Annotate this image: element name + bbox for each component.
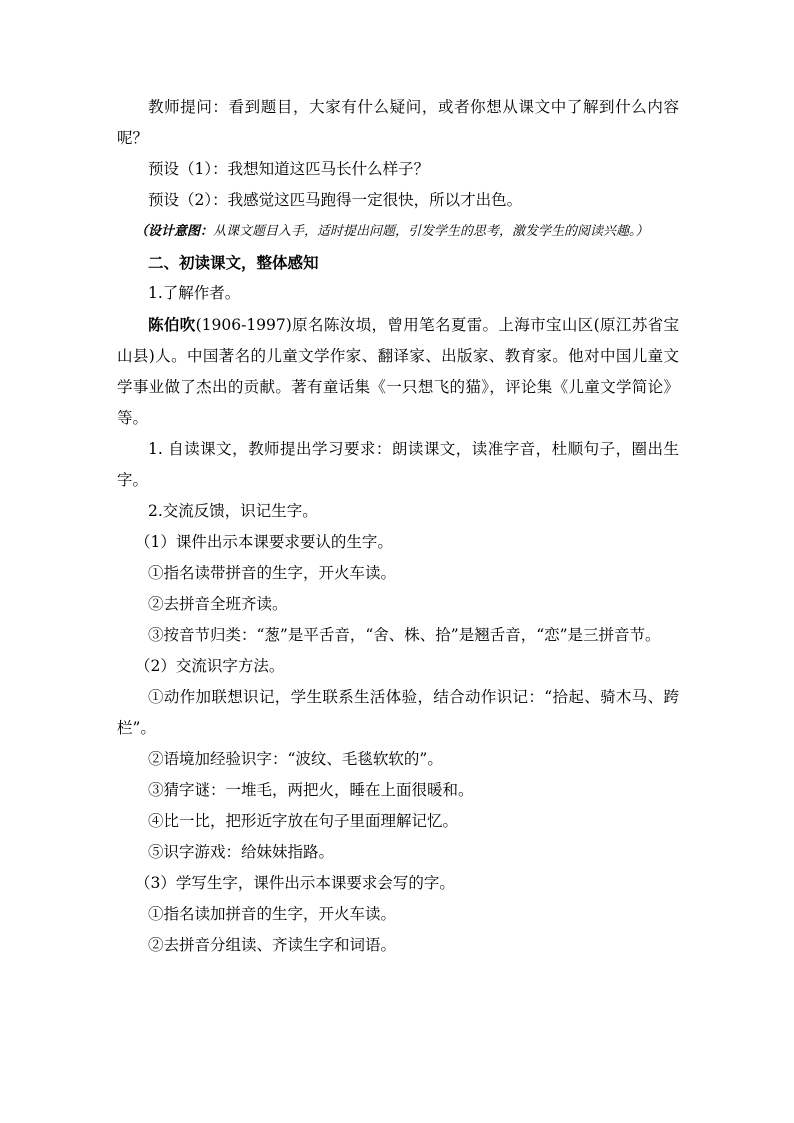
sub-item-1c: ③按音节归类：“葱”是平舌音，“舍、株、拾”是翘舌音，“恋”是三拼音节。 [148,626,661,644]
sub-item-1b: ②去拼音全班齐读。 [148,595,288,613]
sub-item-3b: ②去拼音分组读、齐读生字和词语。 [148,936,397,954]
design-intent-text: 从课文题目入手，适时提出问题，引发学生的思考，激发学生的阅读兴趣。） [213,224,649,239]
item-exchange-feedback: 2.交流反馈，识记生字。 [148,502,318,520]
sub-item-3: （3）学写生字，课件出示本课要求会写的字。 [135,874,455,892]
item-know-author: 1.了解作者。 [148,284,241,302]
sub-item-2a: ①动作加联想识记，学生联系生活体验，结合动作识记：“拾起、骑木马、跨栏”。 [117,688,679,737]
design-intent-note [117,216,679,247]
sub-item-2c: ③猜字谜：一堆毛，两把火，睡在上面很暖和。 [148,781,474,799]
author-bio-paragraph [117,309,679,434]
preset-1-paragraph: 预设（1）：我想知道这匹马长什么样子？ [148,160,430,178]
preset-2-paragraph: 预设（2）：我感觉这匹马跑得一定很快，所以才出色。 [148,191,523,209]
item-self-read: 1. 自读课文，教师提出学习要求：朗读课文，读准字音，杜顺句子，圈出生字。 [117,440,679,489]
author-name: 陈伯吹 [148,315,196,334]
sub-item-2d: ④比一比，把形近字放在句子里面理解记忆。 [148,812,459,830]
sub-item-3a: ①指名读加拼音的生字，开火车读。 [148,905,397,923]
section-2-heading: 二、初读课文，整体感知 [148,253,319,272]
sub-item-2e: ⑤识字游戏：给妹妹指路。 [148,843,335,861]
design-intent-label: （设计意图： [135,224,214,239]
sub-item-1a: ①指名读带拼音的生字，开火车读。 [148,564,397,582]
document-page [117,92,679,961]
sub-item-2b: ②语境加经验识字：“波纹、毛毯软软的”。 [148,750,443,768]
author-bio-text: (1906-1997)原名陈汝埙，曾用笔名夏雷。上海市宝山区(原江苏省宝山县)人。中国著名的儿童文学作家、翻译家、出版家、教育家。他对中国儿童文学事业做了杰出的贡献。著有童话集《一只想飞的猫》，评论集《儿童文学简论》等。 [117,316,679,427]
teacher-question-paragraph: 教师提问：看到题目，大家有什么疑问，或者你想从课文中了解到什么内容呢？ [117,98,679,147]
sub-item-1: （1）课件出示本课要求要认的生字。 [135,533,393,551]
sub-item-2: （2）交流识字方法。 [135,657,285,675]
